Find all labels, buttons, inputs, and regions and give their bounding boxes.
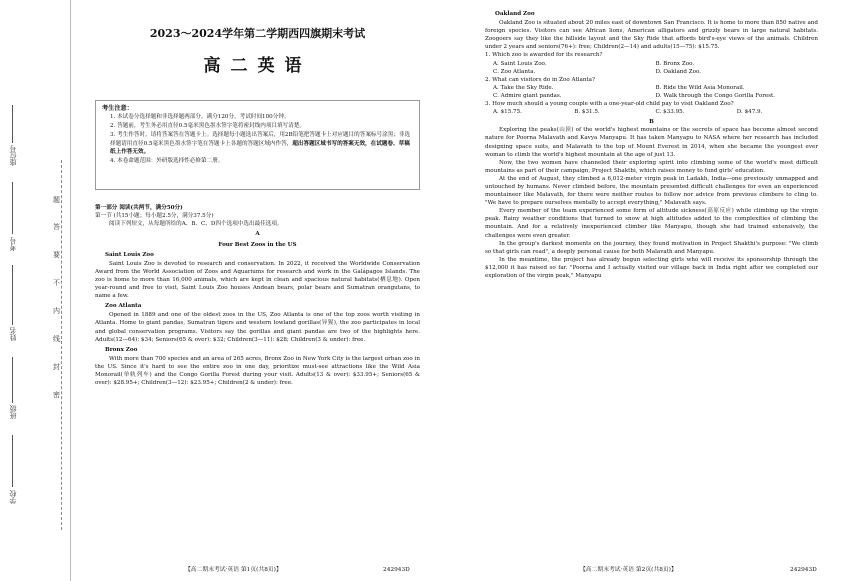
seal-char: 要 [53, 251, 60, 259]
question: 3. How much should a young couple with a one-year-old child pay to visit Oakland Zoo? [485, 101, 734, 108]
notice-box [95, 100, 420, 190]
passage-paragraph: Every member of the team experienced some form of altitude sickness(高原反应) while climbing up the virgin peak. Rainy weather conditions that turned to snow at high altitudes added to the complexities of climbing the mountain. And for a relatively inexperienced climber like Manyapu, though she had trained extensively, the challenges were even greater. [485, 208, 818, 239]
zoo-paragraph: Oakland Zoo is situated about 20 miles east of downtown San Francisco. It is home to more than 850 native and foreign species. Visitors can see African lions, American alligators and grizzly bears in large natural habitats. Zoogoers say they like the hillside layout and the Sky Ride that affords bird's-eye views of the animals. Children under 2 years and seniors(76+): free; Children(2—14) and adults(15—75): $15.75. [485, 20, 818, 51]
exam-number-label: 考号 [9, 237, 17, 251]
page-2 [485, 8, 818, 280]
notice-item: 2. 答题前，考生务必用直径0.5毫米黑色墨水签字笔将密封线内项目填写清楚。 [110, 123, 306, 130]
passage-title: Four Best Zoos in the US [218, 241, 297, 248]
option: C. Admire giant pandas. [493, 92, 562, 99]
page-1-code: 242943D [383, 567, 410, 573]
instruction: 阅读下列短文，从每题所给的A、B、C、D四个选项中选出最佳选项。 [109, 221, 283, 228]
page-1-footer: 【高二期末考试·英语 第1页(共8页)】 [185, 567, 282, 573]
passage-paragraph: Now, the two women have channeled their exploring spirit into climbing some of the world's most difficult mountains as part of their campaign, Project Shakthi, which raises money to fund girls' education. [485, 159, 818, 174]
zoo-heading: Saint Louis Zoo [105, 251, 154, 258]
part-a-label: A [255, 231, 260, 238]
seal-char: 内 [53, 307, 60, 315]
seal-line [61, 160, 62, 530]
question: 1. Which zoo is awarded for its research? [485, 52, 603, 59]
option: C. $33.95. [655, 109, 685, 116]
option: C. Zoo Atlanta. [493, 68, 536, 75]
seat-number-label: 座位号 [9, 145, 17, 166]
seal-char: 题 [53, 196, 60, 204]
passage-paragraph: In the meantime, the project has already begun selecting girls who will receive its sponsorship through the $12,000 it has raised so far. "Poorna and I actually visited our village back in India right after we completed our exploration of the virgin peak," Manyapu [485, 256, 818, 279]
seal-char: 线 [53, 335, 60, 343]
options [493, 84, 818, 100]
school-label: 学校 [9, 490, 17, 504]
binding-spine [0, 0, 71, 581]
options [493, 108, 818, 116]
zoo-paragraph: Saint Louis Zoo is devoted to research and conservation. In 2022, it received the Worldwide Conservation Award from the World Association of Zoos and Aquariums for research and work in the Galápagos Islands. The zoo is home to more than 16,000 animals, which are kept in clean and spacious natural habitats(栖息地). Open year-round and free to visit, Saint Louis Zoo houses Andean bears, polar bears and Sumatran orangutans, to name a few. [95, 260, 420, 300]
option: A. $15.75. [493, 109, 522, 116]
notice-bold: 超出答题区域书写的答案无效，在试题卷、草稿纸上作答无效。 [110, 140, 410, 155]
option: A. Take the Sky Ride. [493, 84, 554, 91]
passage-paragraph: Exploring the peaks(山顶) of the world's highest mountains or the secrets of space has become almost second nature for Poorna Malavath and Kavya Manyapu. It has taken Manyapu to NASA where her research has included designing space suits, and Malavath to the top of Mount Everest in 2014, when she became the youngest ever woman to climb the world's highest mountain at the age of just 13. [485, 127, 818, 158]
notice-item: 1. 本试卷分选择题和非选择题两部分。满分120分，考试时间100分钟。 [110, 114, 290, 121]
zoo-paragraph: With more than 700 species and an area of 265 acres, Bronx Zoo in New York City is the largest urban zoo in the US. Since it's hard to see the entire zoo in one day, prioritize must-see attractions like the Wild Asia Monorail(单轨列车) and the Congo Gorilla Forest during your visit. Adults(13 & over): $33.95+; Seniors(65 & over): $28.95+; Children(3—12): $23.95+; Children(2 & under): free. [95, 355, 420, 387]
question: 2. What can visitors do in Zoo Atlanta? [485, 76, 596, 83]
page-2-code: 242943D [790, 567, 817, 573]
seal-char: 答 [53, 223, 60, 231]
passage-paragraph: At the end of August, they climbed a 6,012-meter virgin peak in Ladakh, India—one previously unmapped and untouched by humans. Never climbed before, the mountain presented difficult challenges for even an experienced mountaineer like Malavath, for there were neither routes to follow nor advice from previous climbers to cling to. "We have to prepare ourselves mentally to accept everything," Malavath says. [485, 175, 818, 207]
zoo-heading: Bronx Zoo [105, 346, 138, 353]
notice-item: 4. 本卷命题范围：外研版选择性必修第二册。 [110, 157, 224, 164]
option: A. Saint Louis Zoo. [493, 60, 547, 67]
seal-char: 密 [53, 391, 60, 399]
passage-paragraph: In the group's darkest moments on the journey, they found motivation in Project Shakthi's purpose: "We climb so that girls can read", a deeply personal cause for both Malavath and Manyapu. [485, 240, 818, 255]
option: B. $31.5. [574, 109, 600, 116]
option: D. Oakland Zoo. [655, 68, 702, 75]
part-b-label: B [649, 119, 654, 126]
option: D. Walk through the Congo Gorilla Forest. [655, 92, 776, 99]
section-subheading: 第一节 (共15小题；每小题2.5分，满分37.5分) [95, 213, 214, 220]
option: D. $47.9. [736, 109, 763, 116]
exam-title: 2023～2024学年第二学期西四旗期末考试 [149, 27, 366, 40]
seal-char: 封 [53, 363, 60, 371]
exam-subtitle: 高二英语 [203, 56, 312, 77]
notice-item: 3. 考生作答时，请将答案答在答题卡上。选择题每小题选出答案后，用2B铅笔把答题卡上对应题目的答案标号涂黑；非选择题请用直径0.5毫米黑色墨水签字笔在答题卡上各题的答题区域内作答，超出答题区域书写的答案无效，在试题卷、草稿纸上作答无效。 [110, 132, 411, 155]
options [493, 60, 818, 76]
name-label: 姓名 [9, 327, 17, 341]
section-heading: 第一部分 阅读(共两节，满分50分) [95, 205, 183, 212]
notice-title: 考生注意： [102, 105, 133, 113]
zoo-heading: Oakland Zoo [495, 11, 535, 17]
zoo-paragraph: Opened in 1889 and one of the oldest zoos in the US, Zoo Atlanta is one of the top zoos worth visiting in Atlanta. Home to giant pandas, Sumatran tigers and western lowland gorillas(异猩), the zoo participates in local and global conservation programs. Visitors say the gorillas and giant pandas are two of the highlights here. Adults(12—64): $34; Seniors(65 & over): $32; Children(3—11): $28; Children(3 & under): free. [95, 312, 420, 343]
class-label: 班级 [9, 405, 17, 419]
seal-char: 不 [53, 279, 60, 287]
zoo-heading: Zoo Atlanta [105, 303, 142, 310]
page-2-footer: 【高二期末考试·英语 第2页(共8页)】 [580, 567, 677, 573]
option: B. Ride the Wild Asia Monorail. [655, 84, 745, 91]
page-1 [95, 10, 420, 387]
option: B. Bronx Zoo. [655, 60, 695, 67]
